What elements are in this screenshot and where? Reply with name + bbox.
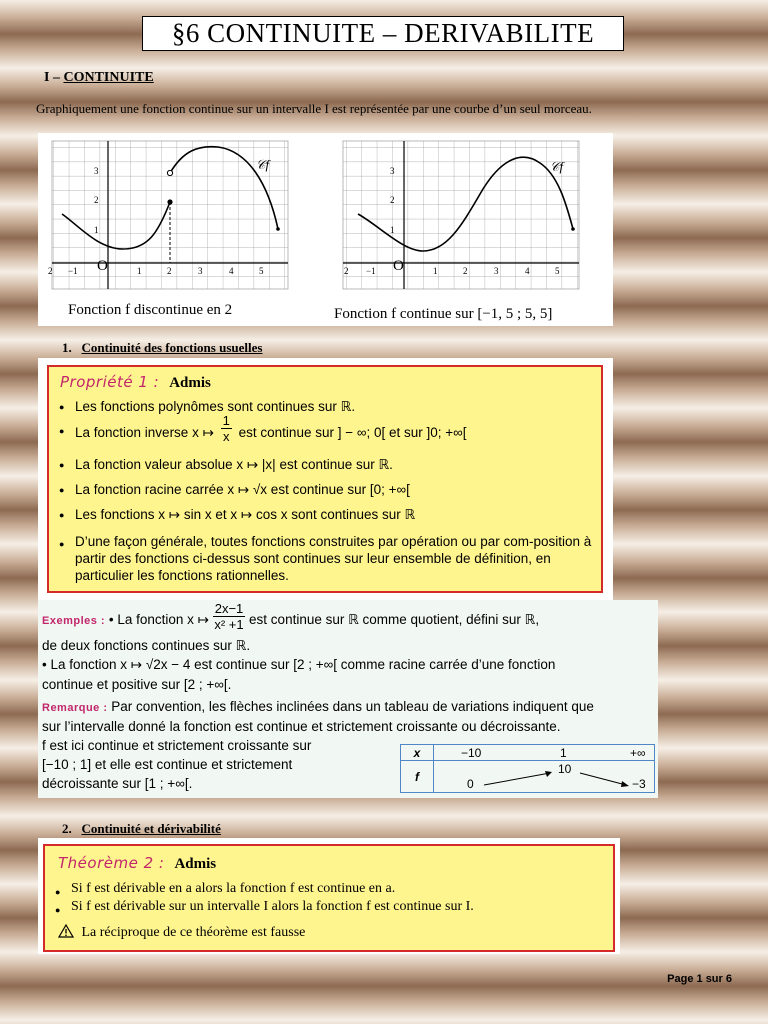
graph-left (48, 141, 288, 318)
example-2-cont: continue et positive sur [2 ; +∞[. (42, 677, 232, 692)
property-title: Propriété 1 : (60, 373, 160, 391)
tick-label: −1 (366, 266, 376, 276)
tick-label: 1 (433, 266, 438, 276)
tick-label: 3 (390, 166, 395, 176)
tick-label: 2 (344, 266, 349, 276)
remark-cont: décroissante sur [1 ; +∞[. (42, 776, 193, 791)
x-header: x (401, 745, 434, 761)
example-1-line: Exemples : • La fonction x ↦ $\frac{2x-1}{\text{x² +1}}$ est continue sur ℝ comme quotient, défini sur ℝ, (42, 601, 540, 632)
tick-label: 3 (494, 266, 499, 276)
warning-line (58, 924, 305, 941)
right-caption: Fonction f continue sur [−1, 5 ; 5, 5] (334, 306, 553, 322)
point-open (167, 170, 172, 175)
list-item: ● La fonction racine carrée x ↦ √x est continue sur [0; +∞[ (59, 482, 594, 507)
subsection-1-heading (62, 340, 262, 356)
tick-label: −1 (68, 266, 78, 276)
section-heading (44, 70, 154, 86)
tick-label: 2 (48, 266, 53, 276)
list-item: ● La fonction valeur absolue x ↦ |x| est continue sur ℝ. (59, 457, 594, 482)
examples-panel (38, 600, 658, 798)
list-item: ● La fonction inverse x ↦ $\frac{1}{x}$ est continue sur ] − ∞; 0[ et sur ]0; +∞[ (59, 423, 594, 457)
theorem-header (58, 854, 216, 873)
property-box (38, 358, 613, 600)
section-title: CONTINUITE (63, 70, 154, 85)
arrow-down (580, 773, 626, 785)
x-values: −10 1 +∞ (434, 745, 655, 761)
list-item: ● Si f est dérivable en a alors la fonction f est continue en a. (55, 880, 605, 898)
warning-text: La réciproque de ce théorème est fausse (81, 925, 306, 940)
curve-label: 𝒞f (550, 159, 564, 174)
fraction: $\frac{2x-1}{\text{x² +1}}$ (214, 601, 244, 632)
graph-right (334, 141, 579, 322)
graphs-figure (38, 133, 613, 326)
tick-label: 5 (259, 266, 264, 276)
end-point (276, 227, 280, 231)
subsection-number: 1. (62, 340, 72, 355)
tick-label: 2 (463, 266, 468, 276)
list-item: ● D’une façon générale, toutes fonctions construites par opération ou par com-position à partir des fonctions ci-dessus sont continues sur leur ensemble de définition, en particulier les fonctions rationnelles. (59, 533, 594, 584)
arrow-up (484, 773, 550, 785)
tick-label: 4 (229, 266, 234, 276)
tick-label: 1 (137, 266, 142, 276)
origin-label: O (97, 258, 108, 274)
theorem-list (55, 880, 605, 916)
examples-label: Exemples : (42, 615, 106, 628)
curve-label: 𝒞f (256, 157, 270, 172)
property-list (59, 399, 594, 584)
section-roman: I – (44, 70, 64, 85)
remark-cont: sur l’intervalle donné la fonction est continue et strictement croissante ou décroissante. (42, 719, 561, 734)
variation-table (400, 744, 655, 793)
theorem-box (38, 838, 620, 954)
tick-label: 1 (94, 225, 99, 235)
left-caption: Fonction f discontinue en 2 (68, 302, 233, 318)
admis-label: Admis (174, 856, 217, 872)
variation-table-grid (400, 744, 655, 793)
end-point (571, 227, 575, 231)
origin-label: O (393, 258, 404, 274)
remark-cont: [−10 ; 1] et elle est continue et strictement (42, 757, 293, 772)
theorem-title: Théorème 2 : (58, 854, 165, 872)
subsection-number: 2. (62, 821, 72, 836)
subsection-title: Continuité des fonctions usuelles (81, 340, 263, 355)
intro-text: Graphiquement une fonction continue sur un intervalle I est représentée par une courbe d’un seul morceau. (36, 101, 592, 116)
tick-label: 5 (555, 266, 560, 276)
remark-line: Remarque : Par convention, les flèches inclinées dans un tableau de variations indiquent que (42, 699, 594, 714)
tick-label: 2 (94, 195, 99, 205)
tick-label: 4 (525, 266, 530, 276)
graphs-svg (38, 133, 613, 326)
page-title: §6 CONTINUITE – DERIVABILITE (142, 16, 624, 51)
tick-label: 3 (198, 266, 203, 276)
tick-label: 3 (94, 166, 99, 176)
warning-icon (58, 924, 74, 938)
subsection-title: Continuité et dérivabilité (81, 821, 221, 836)
example-1-cont: de deux fonctions continues sur ℝ. (42, 638, 251, 653)
tick-label: 2 (167, 266, 172, 276)
property-panel (47, 365, 603, 593)
example-2-line: • La fonction x ↦ √2x − 4 est continue sur [2 ; +∞[ comme racine carrée d’une fonction (42, 657, 556, 672)
list-item: ● Les fonctions x ↦ sin x et x ↦ cos x sont continues sur ℝ (59, 507, 594, 533)
property-header (60, 373, 211, 392)
list-item: ● Les fonctions polynômes sont continues sur ℝ. (59, 399, 594, 423)
tick-label: 2 (390, 195, 395, 205)
remark-label: Remarque : (42, 702, 108, 714)
list-item: ● Si f est dérivable sur un intervalle I alors la fonction f est continue sur I. (55, 898, 605, 916)
f-header: f (401, 761, 434, 793)
fraction: $\frac{1}{x}$ (222, 413, 230, 444)
tick-label: 1 (390, 225, 395, 235)
variation-arrows (434, 761, 654, 793)
remark-cont: f est ici continue et strictement croissante sur (42, 738, 312, 753)
theorem-panel (43, 844, 615, 952)
subsection-2-heading (62, 821, 221, 837)
admis-label: Admis (169, 375, 211, 391)
f-values: 0 10 −3 (434, 761, 655, 793)
page-number: Page 1 sur 6 (667, 973, 732, 985)
